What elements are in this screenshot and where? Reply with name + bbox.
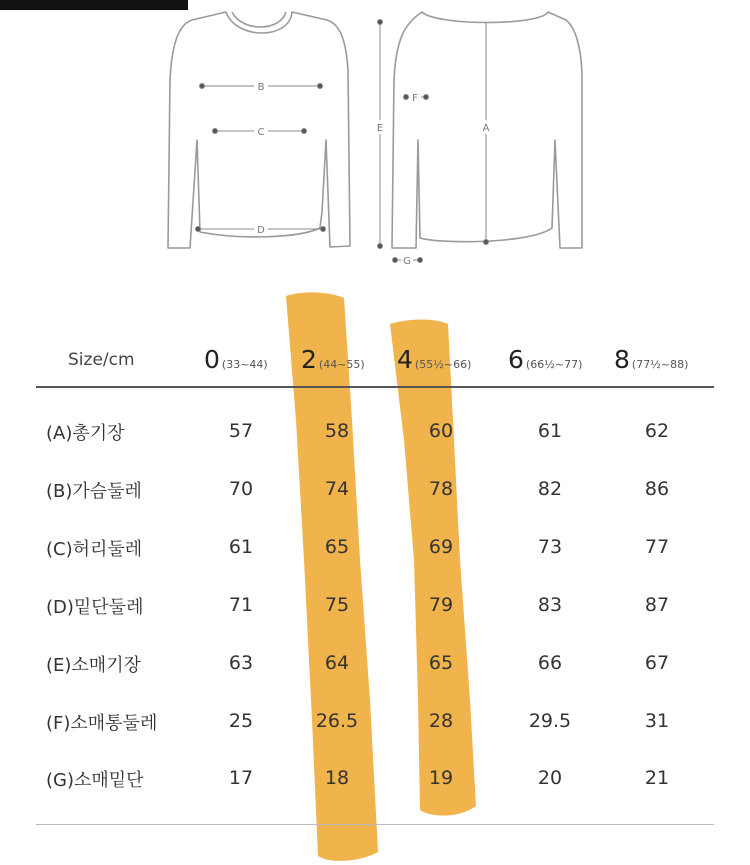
- table-cell: 64: [324, 652, 350, 674]
- size-number: 2: [301, 345, 317, 374]
- table-bottom-rule: [36, 824, 714, 825]
- table-cell: 28: [428, 710, 454, 732]
- table-cell: 67: [644, 652, 670, 674]
- table-cell: 82: [537, 478, 563, 500]
- size-col-6: [508, 345, 582, 374]
- table-cell: 71: [228, 594, 254, 616]
- table-cell: 66: [537, 652, 563, 674]
- size-range: (66½~77): [525, 358, 583, 371]
- table-cell: 17: [228, 767, 254, 789]
- label-G: G: [403, 256, 411, 267]
- label-C: C: [257, 127, 265, 138]
- table-cell: 20: [537, 767, 563, 789]
- size-range: (55½~66): [414, 358, 472, 371]
- size-number: 8: [614, 345, 630, 374]
- table-cell: 86: [644, 478, 670, 500]
- table-cell: 79: [428, 594, 454, 616]
- size-number: 0: [204, 345, 220, 374]
- label-D: D: [257, 225, 265, 236]
- size-col-2: [301, 345, 365, 374]
- table-cell: 21: [644, 767, 670, 789]
- size-col-4: [397, 345, 471, 374]
- table-cell: 74: [324, 478, 350, 500]
- size-range: (77½~88): [631, 358, 689, 371]
- label-E: E: [376, 123, 384, 134]
- table-cell: 69: [428, 536, 454, 558]
- table-cell: 31: [644, 710, 670, 732]
- size-number: 6: [508, 345, 524, 374]
- table-cell: 78: [428, 478, 454, 500]
- table-cell: 65: [324, 536, 350, 558]
- row-label: (C)허리둘레: [46, 539, 143, 560]
- size-col-0: [204, 345, 268, 374]
- table-cell: 87: [644, 594, 670, 616]
- table-cell: 61: [228, 536, 254, 558]
- table-cell: 65: [428, 652, 454, 674]
- table-cell: 77: [644, 536, 670, 558]
- table-cell: 73: [537, 536, 563, 558]
- table-cell: 26.5: [315, 710, 359, 732]
- size-range: (44~55): [318, 358, 365, 371]
- table-cell: 57: [228, 420, 254, 442]
- label-B: B: [257, 82, 265, 93]
- table-cell: 60: [428, 420, 454, 442]
- row-label: (G)소매밑단: [46, 770, 144, 791]
- table-cell: 83: [537, 594, 563, 616]
- table-cell: 29.5: [528, 710, 572, 732]
- row-label: (A)총기장: [46, 423, 125, 444]
- label-A: A: [482, 123, 490, 134]
- table-top-rule: [36, 386, 714, 388]
- table-cell: 63: [228, 652, 254, 674]
- table-cell: 62: [644, 420, 670, 442]
- row-label: (D)밑단둘레: [46, 597, 144, 618]
- size-number: 4: [397, 345, 413, 374]
- label-F: F: [412, 93, 418, 104]
- size-col-8: [614, 345, 688, 374]
- table-cell: 19: [428, 767, 454, 789]
- table-cell: 18: [324, 767, 350, 789]
- size-header-label: Size/cm: [68, 350, 135, 370]
- table-cell: 58: [324, 420, 350, 442]
- table-cell: 25: [228, 710, 254, 732]
- table-cell: 61: [537, 420, 563, 442]
- table-cell: 75: [324, 594, 350, 616]
- row-label: (E)소매기장: [46, 655, 141, 676]
- row-label: (F)소매통둘레: [46, 713, 158, 734]
- size-range: (33~44): [221, 358, 268, 371]
- row-label: (B)가슴둘레: [46, 481, 142, 502]
- table-cell: 70: [228, 478, 254, 500]
